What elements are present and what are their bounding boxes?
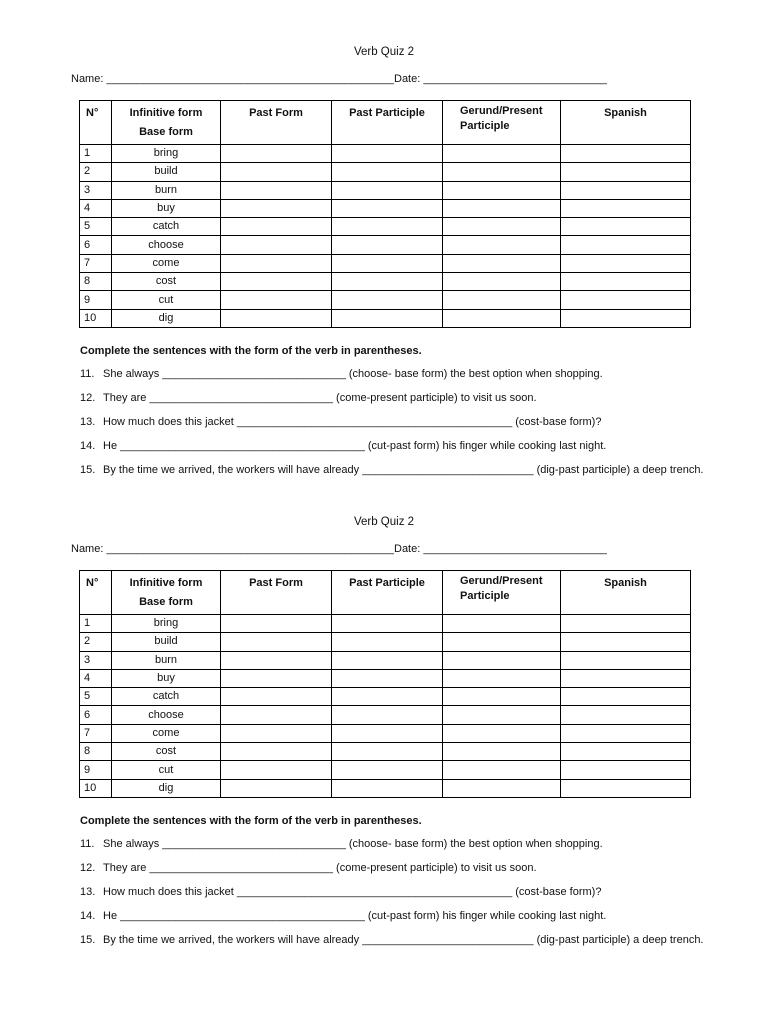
gerund-cell[interactable] bbox=[443, 743, 561, 761]
infinitive-cell: burn bbox=[112, 651, 221, 669]
gerund-cell[interactable] bbox=[443, 615, 561, 633]
gerund-cell[interactable] bbox=[443, 706, 561, 724]
name-field[interactable]: _______________________________________________ bbox=[106, 73, 394, 85]
row-number: 7 bbox=[80, 724, 112, 742]
table-row bbox=[80, 181, 691, 199]
past-participle-cell[interactable] bbox=[332, 291, 443, 309]
infinitive-cell: choose bbox=[112, 236, 221, 254]
table-row bbox=[80, 706, 691, 724]
infinitive-cell: cost bbox=[112, 273, 221, 291]
spanish-cell[interactable] bbox=[561, 615, 691, 633]
past-form-cell[interactable] bbox=[221, 761, 332, 779]
past-form-cell[interactable] bbox=[221, 651, 332, 669]
past-form-cell[interactable] bbox=[221, 706, 332, 724]
infinitive-cell: choose bbox=[112, 706, 221, 724]
past-form-cell[interactable] bbox=[221, 743, 332, 761]
past-form-cell[interactable] bbox=[221, 199, 332, 217]
row-number: 8 bbox=[80, 273, 112, 291]
past-participle-cell[interactable] bbox=[332, 724, 443, 742]
table-row bbox=[80, 724, 691, 742]
row-number: 3 bbox=[80, 181, 112, 199]
gerund-cell[interactable] bbox=[443, 724, 561, 742]
past-participle-cell[interactable] bbox=[332, 761, 443, 779]
past-participle-cell[interactable] bbox=[332, 779, 443, 797]
date-label: Date: bbox=[394, 73, 424, 85]
gerund-cell[interactable] bbox=[443, 309, 561, 327]
sentence-text: He ________________________________________ (cut-past form) his finger while cooking last night. bbox=[103, 910, 607, 922]
sentence-text: She always ______________________________ (choose- base form) the best option when shopping. bbox=[103, 368, 603, 380]
gerund-cell[interactable] bbox=[443, 236, 561, 254]
infinitive-cell: come bbox=[112, 724, 221, 742]
header-infinitive: Infinitive form Base form bbox=[112, 101, 221, 145]
spanish-cell[interactable] bbox=[561, 724, 691, 742]
sentence-text: How much does this jacket _____________________________________________ (cost-base form)? bbox=[103, 416, 602, 428]
infinitive-cell: cut bbox=[112, 761, 221, 779]
table-header-row bbox=[80, 571, 691, 615]
table-row bbox=[80, 218, 691, 236]
gerund-cell[interactable] bbox=[443, 633, 561, 651]
gerund-cell[interactable] bbox=[443, 273, 561, 291]
verb-table bbox=[79, 570, 691, 798]
header-gerund: Gerund/Present Participle bbox=[443, 101, 561, 145]
past-participle-cell[interactable] bbox=[332, 181, 443, 199]
table-row bbox=[80, 669, 691, 687]
spanish-cell[interactable] bbox=[561, 273, 691, 291]
past-form-cell[interactable] bbox=[221, 218, 332, 236]
past-form-cell[interactable] bbox=[221, 309, 332, 327]
past-participle-cell[interactable] bbox=[332, 273, 443, 291]
header-infinitive: Infinitive form Base form bbox=[112, 571, 221, 615]
spanish-cell[interactable] bbox=[561, 236, 691, 254]
table-row bbox=[80, 615, 691, 633]
past-form-cell[interactable] bbox=[221, 779, 332, 797]
sentence-number: 15. bbox=[80, 934, 96, 946]
gerund-cell[interactable] bbox=[443, 254, 561, 272]
table-row bbox=[80, 254, 691, 272]
spanish-cell[interactable] bbox=[561, 218, 691, 236]
name-date-line bbox=[71, 543, 607, 555]
gerund-cell[interactable] bbox=[443, 218, 561, 236]
gerund-cell[interactable] bbox=[443, 145, 561, 163]
past-participle-cell[interactable] bbox=[332, 615, 443, 633]
header-spanish: Spanish bbox=[561, 571, 691, 615]
table-row bbox=[80, 651, 691, 669]
gerund-cell[interactable] bbox=[443, 779, 561, 797]
infinitive-cell: build bbox=[112, 163, 221, 181]
name-label: Name: bbox=[71, 543, 107, 555]
gerund-cell[interactable] bbox=[443, 761, 561, 779]
instructions: Complete the sentences with the form of the verb in parentheses. bbox=[80, 815, 422, 827]
past-participle-cell[interactable] bbox=[332, 669, 443, 687]
table-row bbox=[80, 145, 691, 163]
sentence-item[interactable] bbox=[80, 416, 601, 428]
row-number: 4 bbox=[80, 199, 112, 217]
header-past-participle: Past Participle bbox=[332, 571, 443, 615]
infinitive-cell: bring bbox=[112, 615, 221, 633]
table-row bbox=[80, 199, 691, 217]
date-label: Date: bbox=[394, 543, 424, 555]
sentence-item[interactable] bbox=[80, 392, 537, 404]
header-past-form: Past Form bbox=[221, 101, 332, 145]
row-number: 1 bbox=[80, 615, 112, 633]
table-row bbox=[80, 163, 691, 181]
row-number: 10 bbox=[80, 309, 112, 327]
gerund-cell[interactable] bbox=[443, 291, 561, 309]
table-row bbox=[80, 309, 691, 327]
spanish-cell[interactable] bbox=[561, 199, 691, 217]
gerund-cell[interactable] bbox=[443, 163, 561, 181]
past-form-cell[interactable] bbox=[221, 163, 332, 181]
spanish-cell[interactable] bbox=[561, 651, 691, 669]
past-participle-cell[interactable] bbox=[332, 706, 443, 724]
sentence-text: How much does this jacket _____________________________________________ (cost-base form)? bbox=[103, 886, 602, 898]
row-number: 5 bbox=[80, 688, 112, 706]
header-number: N° bbox=[80, 101, 112, 145]
sentence-text: By the time we arrived, the workers will have already ____________________________ (dig-past participle) a deep trench. bbox=[103, 934, 704, 946]
sentence-number: 12. bbox=[80, 862, 96, 874]
sentence-number: 13. bbox=[80, 416, 96, 428]
past-participle-cell[interactable] bbox=[332, 236, 443, 254]
sentence-item[interactable] bbox=[80, 368, 603, 380]
sentence-text: She always ______________________________ (choose- base form) the best option when shopping. bbox=[103, 838, 603, 850]
spanish-cell[interactable] bbox=[561, 163, 691, 181]
past-participle-cell[interactable] bbox=[332, 145, 443, 163]
row-number: 2 bbox=[80, 163, 112, 181]
sentence-text: By the time we arrived, the workers will have already ____________________________ (dig-past participle) a deep trench. bbox=[103, 464, 704, 476]
past-participle-cell[interactable] bbox=[332, 199, 443, 217]
infinitive-cell: cut bbox=[112, 291, 221, 309]
gerund-cell[interactable] bbox=[443, 651, 561, 669]
row-number: 2 bbox=[80, 633, 112, 651]
row-number: 6 bbox=[80, 236, 112, 254]
infinitive-cell: build bbox=[112, 633, 221, 651]
past-form-cell[interactable] bbox=[221, 145, 332, 163]
gerund-cell[interactable] bbox=[443, 199, 561, 217]
spanish-cell[interactable] bbox=[561, 181, 691, 199]
sentence-number: 15. bbox=[80, 464, 96, 476]
row-number: 7 bbox=[80, 254, 112, 272]
spanish-cell[interactable] bbox=[561, 669, 691, 687]
infinitive-cell: burn bbox=[112, 181, 221, 199]
table-row bbox=[80, 273, 691, 291]
table-row bbox=[80, 743, 691, 761]
sentence-text: He ________________________________________ (cut-past form) his finger while cooking last night. bbox=[103, 440, 607, 452]
past-participle-cell[interactable] bbox=[332, 163, 443, 181]
spanish-cell[interactable] bbox=[561, 145, 691, 163]
past-participle-cell[interactable] bbox=[332, 633, 443, 651]
infinitive-cell: cost bbox=[112, 743, 221, 761]
spanish-cell[interactable] bbox=[561, 743, 691, 761]
gerund-cell[interactable] bbox=[443, 181, 561, 199]
sentence-item[interactable] bbox=[80, 464, 704, 476]
sentence-item[interactable] bbox=[80, 838, 603, 850]
past-form-cell[interactable] bbox=[221, 615, 332, 633]
sentence-number: 14. bbox=[80, 440, 96, 452]
past-form-cell[interactable] bbox=[221, 273, 332, 291]
past-participle-cell[interactable] bbox=[332, 651, 443, 669]
table-row bbox=[80, 633, 691, 651]
sentence-number: 14. bbox=[80, 910, 96, 922]
sentence-number: 11. bbox=[80, 838, 95, 850]
gerund-cell[interactable] bbox=[443, 688, 561, 706]
spanish-cell[interactable] bbox=[561, 254, 691, 272]
row-number: 10 bbox=[80, 779, 112, 797]
header-spanish: Spanish bbox=[561, 101, 691, 145]
spanish-cell[interactable] bbox=[561, 688, 691, 706]
sentence-item[interactable] bbox=[80, 910, 606, 922]
past-participle-cell[interactable] bbox=[332, 309, 443, 327]
row-number: 8 bbox=[80, 743, 112, 761]
past-form-cell[interactable] bbox=[221, 236, 332, 254]
past-form-cell[interactable] bbox=[221, 688, 332, 706]
infinitive-cell: catch bbox=[112, 218, 221, 236]
past-participle-cell[interactable] bbox=[332, 743, 443, 761]
verb-table bbox=[79, 100, 691, 328]
name-date-line bbox=[71, 73, 607, 85]
spanish-cell[interactable] bbox=[561, 291, 691, 309]
spanish-cell[interactable] bbox=[561, 309, 691, 327]
spanish-cell[interactable] bbox=[561, 761, 691, 779]
past-participle-cell[interactable] bbox=[332, 254, 443, 272]
infinitive-cell: come bbox=[112, 254, 221, 272]
name-field[interactable]: _______________________________________________ bbox=[106, 543, 394, 555]
header-past-form: Past Form bbox=[221, 571, 332, 615]
row-number: 3 bbox=[80, 651, 112, 669]
table-row bbox=[80, 688, 691, 706]
past-participle-cell[interactable] bbox=[332, 218, 443, 236]
sentence-item[interactable] bbox=[80, 886, 601, 898]
sentence-item[interactable] bbox=[80, 934, 704, 946]
sentence-text: They are ______________________________ (come-present participle) to visit us soon. bbox=[103, 862, 537, 874]
row-number: 4 bbox=[80, 669, 112, 687]
row-number: 9 bbox=[80, 291, 112, 309]
infinitive-cell: dig bbox=[112, 779, 221, 797]
spanish-cell[interactable] bbox=[561, 633, 691, 651]
infinitive-cell: dig bbox=[112, 309, 221, 327]
spanish-cell[interactable] bbox=[561, 779, 691, 797]
header-past-participle: Past Participle bbox=[332, 101, 443, 145]
date-field[interactable]: ______________________________ bbox=[423, 73, 607, 85]
past-form-cell[interactable] bbox=[221, 633, 332, 651]
table-row bbox=[80, 291, 691, 309]
spanish-cell[interactable] bbox=[561, 706, 691, 724]
sentence-number: 12. bbox=[80, 392, 96, 404]
sentence-item[interactable] bbox=[80, 862, 537, 874]
sentence-number: 11. bbox=[80, 368, 95, 380]
sentence-item[interactable] bbox=[80, 440, 606, 452]
table-row bbox=[80, 779, 691, 797]
table-header-row bbox=[80, 101, 691, 145]
infinitive-cell: buy bbox=[112, 669, 221, 687]
row-number: 1 bbox=[80, 145, 112, 163]
sentence-number: 13. bbox=[80, 886, 96, 898]
past-participle-cell[interactable] bbox=[332, 688, 443, 706]
row-number: 9 bbox=[80, 761, 112, 779]
past-form-cell[interactable] bbox=[221, 669, 332, 687]
table-row bbox=[80, 761, 691, 779]
past-form-cell[interactable] bbox=[221, 291, 332, 309]
row-number: 5 bbox=[80, 218, 112, 236]
instructions: Complete the sentences with the form of the verb in parentheses. bbox=[80, 345, 422, 357]
infinitive-cell: buy bbox=[112, 199, 221, 217]
past-form-cell[interactable] bbox=[221, 181, 332, 199]
past-form-cell[interactable] bbox=[221, 724, 332, 742]
row-number: 6 bbox=[80, 706, 112, 724]
header-gerund: Gerund/Present Participle bbox=[443, 571, 561, 615]
table-row bbox=[80, 236, 691, 254]
quiz-title: Verb Quiz 2 bbox=[353, 516, 415, 528]
quiz-title: Verb Quiz 2 bbox=[353, 46, 415, 58]
date-field[interactable]: ______________________________ bbox=[423, 543, 607, 555]
gerund-cell[interactable] bbox=[443, 669, 561, 687]
infinitive-cell: catch bbox=[112, 688, 221, 706]
past-form-cell[interactable] bbox=[221, 254, 332, 272]
sentence-text: They are ______________________________ (come-present participle) to visit us soon. bbox=[103, 392, 537, 404]
header-number: N° bbox=[80, 571, 112, 615]
infinitive-cell: bring bbox=[112, 145, 221, 163]
name-label: Name: bbox=[71, 73, 107, 85]
